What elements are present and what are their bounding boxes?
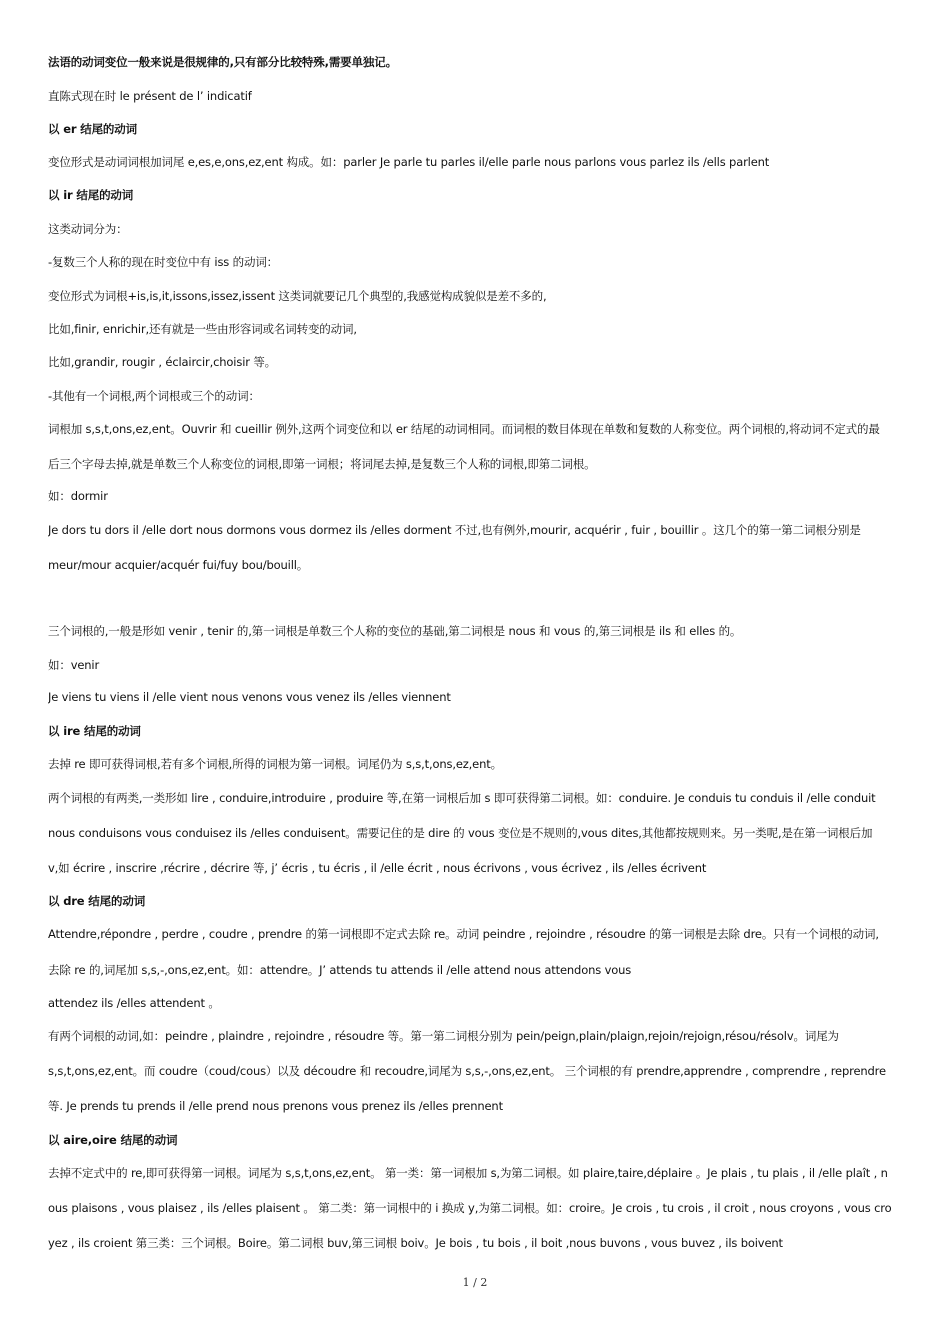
ire-verbs-heading: 以 ire 结尾的动词 (48, 724, 141, 738)
paragraph-line: 如：dormir (48, 489, 108, 503)
paragraph-line: 后三个字母去掉,就是单数三个人称变位的词根,即第一词根；将词尾去掉,是复数三个人称的词根,即第二词根。 (48, 457, 596, 471)
er-verbs-heading: 以 er 结尾的动词 (48, 122, 137, 136)
paragraph-line: 去除 re 的,词尾加 s,s,-,ons,ez,ent。如：attendre。J’ attends tu attends il /elle attend nous attendons vous (48, 963, 632, 977)
paragraph-line: v,如 écrire , inscrire ,récrire , décrire 等, j’ écris , tu écris , il /elle écrit , nous écrivons , vous écrivez , ils /elles écrivent (48, 861, 707, 875)
paragraph-line: 如：venir (48, 658, 100, 672)
paragraph-line: 去掉 re 即可获得词根,若有多个词根,所得的词根为第一词根。词尾仍为 s,s,t,ons,ez,ent。 (48, 757, 502, 771)
paragraph-line: 三个词根的,一般是形如 venir , tenir 的,第一词根是单数三个人称的变位的基础,第二词根是 nous 和 vous 的,第三词根是 ils 和 elles 的。 (48, 624, 742, 638)
paragraph-line: 词根加 s,s,t,ons,ez,ent。Ouvrir 和 cueillir 例外,这两个词变位和以 er 结尾的动词相同。而词根的数目体现在单数和复数的人称变位。两个词根的,将动词不定式的最 (48, 422, 880, 436)
paragraph-line: 两个词根的有两类,一类形如 lire , conduire,introduire , produire 等,在第一词根后加 s 即可获得第二词根。如：conduire. Je conduis tu conduis il /elle conduit (48, 791, 876, 805)
paragraph-line: 比如,finir, enrichir,还有就是一些由形容词或名词转变的动词, (48, 322, 357, 336)
paragraph-line: 比如,grandir, rougir , éclaircir,choisir 等。 (48, 355, 277, 369)
paragraph-line: 去掉不定式中的 re,即可获得第一词根。词尾为 s,s,t,ons,ez,ent。 第一类：第一词根加 s,为第二词根。如 plaire,taire,déplaire 。Je plais , tu plais , il /elle plaît , n (48, 1166, 888, 1180)
paragraph-line: attendez ils /elles attendent 。 (48, 996, 220, 1010)
dre-verbs-heading: 以 dre 结尾的动词 (48, 894, 146, 908)
paragraph-line: 等. Je prends tu prends il /elle prend nous prenons vous prenez ils /elles prennent (48, 1099, 503, 1113)
paragraph-line: Attendre,répondre , perdre , coudre , prendre 的第一词根即不定式去除 re。动词 peindre , rejoindre , résoudre 的第一词根是去除 dre。只有一个词根的动词, (48, 927, 879, 941)
paragraph-line: meur/mour acquier/acquér fui/fuy bou/bouill。 (48, 558, 309, 572)
paragraph-line: s,s,t,ons,ez,ent。而 coudre（coud/cous）以及 découdre 和 recoudre,词尾为 s,s,-,ons,ez,ent。 三个词根的有 prendre,apprendre , comprendre , reprendre (48, 1064, 886, 1078)
page-number: 1 / 2 (462, 1276, 488, 1289)
paragraph-line: Je dors tu dors il /elle dort nous dormons vous dormez ils /elles dorment 不过,也有例外,mourir, acquérir , fuir , bouillir 。这几个的第一第二词根分别是 (48, 523, 861, 537)
intro-heading: 法语的动词变位一般来说是很规律的,只有部分比较特殊,需要单独记。 (48, 55, 397, 69)
paragraph-line: -复数三个人称的现在时变位中有 iss 的动词： (48, 255, 279, 269)
paragraph-line: 变位形式为词根+is,is,it,issons,issez,issent 这类词就要记几个典型的,我感觉构成貌似是差不多的, (48, 289, 547, 303)
paragraph-line: 这类动词分为： (48, 222, 128, 236)
paragraph-line: Je viens tu viens il /elle vient nous venons vous venez ils /elles viennent (48, 690, 451, 704)
paragraph-line: 变位形式是动词词根加词尾 e,es,e,ons,ez,ent 构成。如：parler Je parle tu parles il/elle parle nous parlons vous parlez ils /ells parlent (48, 155, 770, 169)
aire-oire-verbs-heading: 以 aire,oire 结尾的动词 (48, 1133, 178, 1147)
paragraph-line: ous plaisons , vous plaisez , ils /elles plaisent 。 第二类：第一词根中的 i 换成 y,为第二词根。如：croire。Je crois , tu crois , il croit , nous croyons , vous cro (48, 1201, 892, 1215)
paragraph-line: -其他有一个词根,两个词根或三个的动词： (48, 389, 260, 403)
present-tense-title: 直陈式现在时 le présent de l’ indicatif (48, 89, 252, 103)
paragraph-line: nous conduisons vous conduisez ils /elles conduisent。需要记住的是 dire 的 vous 变位是不规则的,vous dites,其他都按规则来。另一类呢,是在第一词根后加 (48, 826, 873, 840)
paragraph-line: yez , ils croient 第三类：三个词根。Boire。第二词根 buv,第三词根 boiv。Je bois , tu bois , il boit ,nous buvons , vous buvez , ils boivent (48, 1236, 783, 1250)
paragraph-line: 有两个词根的动词,如：peindre , plaindre , rejoindre , résoudre 等。第一第二词根分别为 pein/peign,plain/plaign,rejoin/rejoign,résou/résolv。词尾为 (48, 1029, 839, 1043)
ir-verbs-heading: 以 ir 结尾的动词 (48, 188, 134, 202)
